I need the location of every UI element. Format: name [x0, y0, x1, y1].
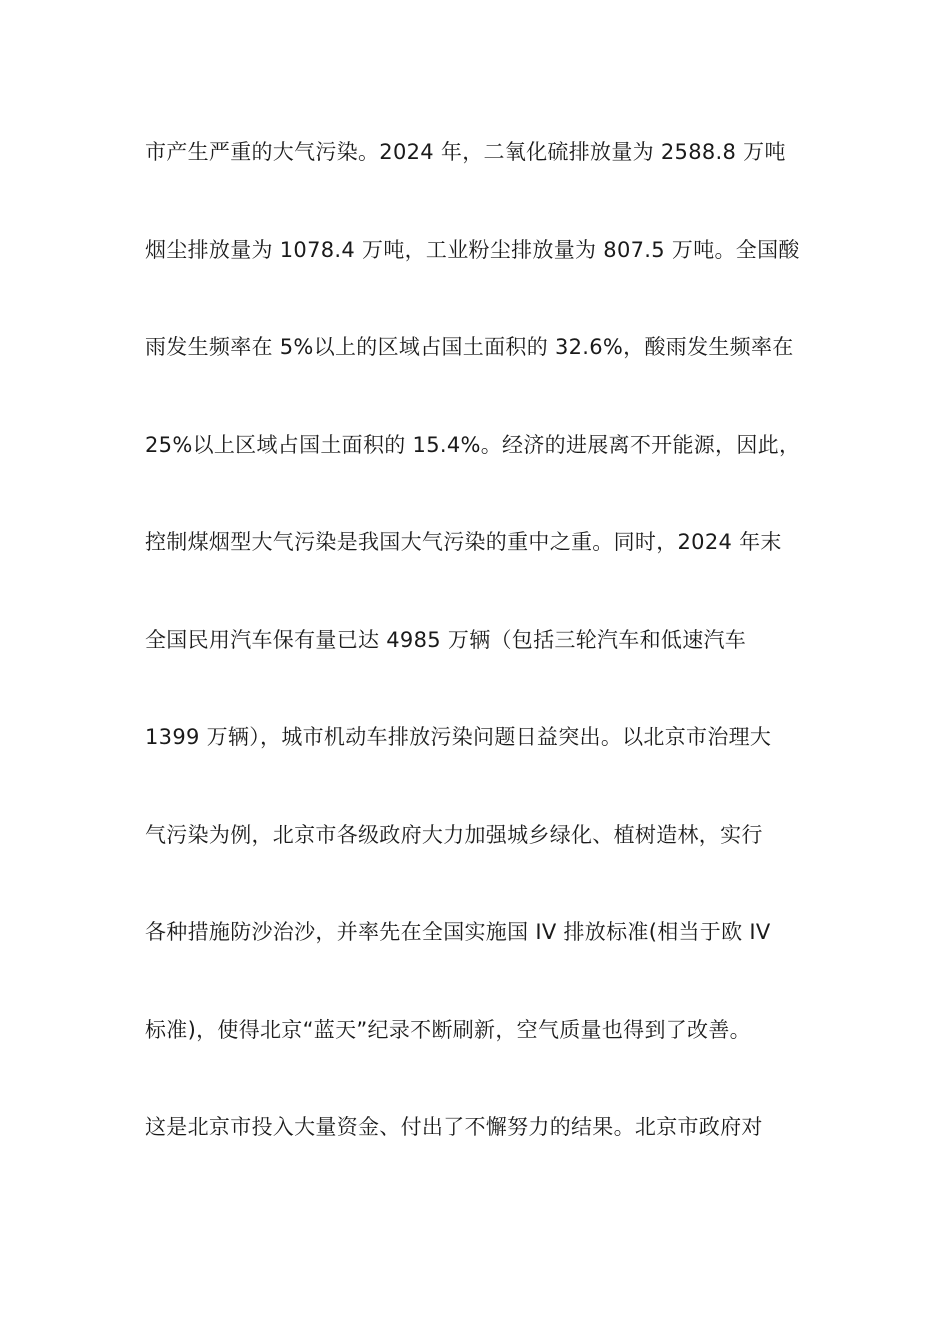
text-line: 市产生严重的大气污染。2024 年，二氧化硫排放量为 2588.8 万吨 [145, 140, 786, 164]
text-line: 气污染为例，北京市各级政府大力加强城乡绿化、植树造林，实行 [145, 822, 763, 847]
text-line: 25%以上区域占国土面积的 15.4%。经济的进展离不开能源，因此， [145, 432, 801, 457]
text-line: 全国民用汽车保有量已达 4985 万辆（包括三轮汽车和低速汽车 [145, 627, 747, 652]
text-line: 1399 万辆），城市机动车排放污染问题日益突出。以北京市治理大 [145, 725, 772, 749]
body-text [145, 130, 825, 1203]
text-line: 控制煤烟型大气污染是我国大气污染的重中之重。同时，2024 年末 [145, 530, 782, 554]
text-line: 这是北京市投入大量资金、付出了不懈努力的结果。北京市政府对 [145, 1115, 763, 1139]
text-line: 烟尘排放量为 1078.4 万吨，工业粉尘排放量为 807.5 万吨。全国酸 [145, 237, 800, 262]
text-line: 标准)，使得北京“蓝天”纪录不断刷新，空气质量也得到了改善。 [145, 1017, 751, 1042]
text-line: 雨发生频率在 5%以上的区域占国土面积的 32.6%，酸雨发生频率在 [145, 335, 794, 359]
text-line: 各种措施防沙治沙，并率先在全国实施国 IV 排放标准(相当于欧 IV [145, 920, 771, 944]
